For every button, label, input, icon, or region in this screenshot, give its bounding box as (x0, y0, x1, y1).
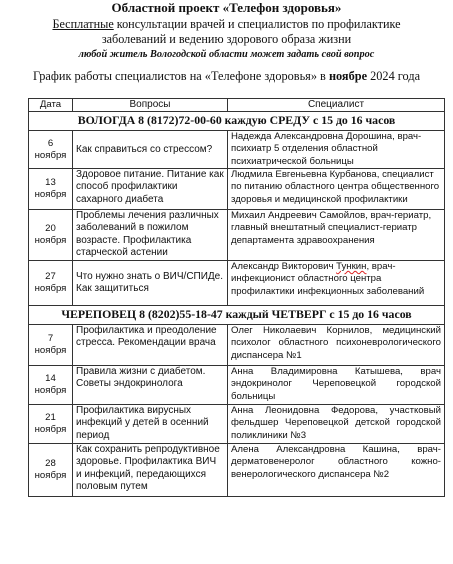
date-month: ноября (34, 283, 67, 295)
specialist-name: Александр Викторович (231, 261, 337, 273)
question-cell: Профилактика вирусных инфекций у детей в осенний период (73, 405, 228, 444)
specialist-cell: Анна Леонидовна Федорова, участковый фельдшер Череповецкой детской городской поликлиники №3 (228, 405, 445, 444)
date-month: ноября (34, 235, 67, 247)
date-number: 13 (45, 177, 56, 188)
date-number: 7 (47, 333, 54, 344)
schedule-year: 2024 года (367, 69, 421, 83)
question-cell: Здоровое питание. Питание как способ профилактики сахарного диабета (73, 169, 228, 210)
free-underlined: Бесплатные (52, 17, 114, 31)
specialist-role: , врач-инфекционист областного центра профилактики инфекционных заболеваний (231, 261, 425, 297)
date-month: ноября (34, 424, 67, 436)
resident-note: любой житель Вологодской области может задать свой вопрос (78, 49, 375, 60)
question-cell: Проблемы лечения различных заболеваний в пожилом возрасте. Профилактика старческой астении (73, 210, 228, 261)
date-cell (29, 210, 73, 261)
table-row (29, 325, 445, 366)
schedule-month: ноябре (328, 69, 368, 83)
date-number: 21 (45, 412, 56, 423)
schedule-prefix: График работы специалистов на «Телефоне здоровья» в (32, 69, 329, 83)
specialist-cell (228, 261, 445, 306)
table-row (29, 444, 445, 497)
specialist-cell: Михаил Андреевич Самойлов, врач-гериатр, главный внештатный специалист-гериатр департамента здравоохранения (228, 210, 445, 261)
date-number: 14 (45, 373, 56, 384)
specialist-cell: Анна Владимировна Катышева, врач эндокринолог Череповецкой городской больницы (228, 366, 445, 405)
table-row (29, 366, 445, 405)
city-vologda: ВОЛОГДА 8 (8172)72-00-60 каждую СРЕДУ с 15 до 16 часов (29, 112, 445, 131)
question-cell: Что нужно знать о ВИЧ/СПИДе. Как защититься (73, 261, 228, 306)
table-row (29, 210, 445, 261)
table-row (29, 169, 445, 210)
date-cell (29, 131, 73, 169)
city-row-vologda (29, 112, 445, 131)
subtitle-line-1 (0, 17, 453, 32)
date-number: 20 (45, 223, 56, 234)
page-title: Областной проект «Телефон здоровья» (111, 0, 342, 15)
city-row-cherepovets (29, 306, 445, 325)
date-number: 27 (45, 271, 56, 282)
date-month: ноября (34, 345, 67, 357)
schedule-heading (0, 69, 453, 84)
date-cell (29, 169, 73, 210)
header (0, 0, 453, 84)
date-cell (29, 366, 73, 405)
subtitle-rest: консультации врачей и специалистов по профилактике (113, 17, 401, 31)
table-header-row (29, 99, 445, 112)
date-month: ноября (34, 189, 67, 201)
schedule-table (28, 98, 445, 497)
date-number: 6 (47, 137, 54, 149)
table-row (29, 131, 445, 169)
table-row (29, 261, 445, 306)
question-cell: Как справиться со стрессом? (73, 131, 228, 169)
date-cell (29, 405, 73, 444)
specialist-cell: Надежда Александровна Дорошина, врач-психиатр 5 отделения областной психиатрической больницы (228, 131, 445, 169)
date-cell (29, 261, 73, 306)
date-month: ноября (34, 149, 67, 161)
subtitle-line-2: заболеваний и ведению здорового образа жизни (101, 32, 352, 46)
col-specialist-header: Специалист (228, 99, 445, 112)
specialist-cell: Людмила Евгеньевна Курбанова, специалист по питанию областного центра общественного здоровья и медицинской профилактики (228, 169, 445, 210)
table-row (29, 405, 445, 444)
question-cell: Правила жизни с диабетом. Советы эндокринолога (73, 366, 228, 405)
specialist-cell: Олег Николаевич Корнилов, медицинский психолог областного психоневрологического диспансера №1 (228, 325, 445, 366)
col-question-header: Вопросы (73, 99, 228, 112)
specialist-cell: Алена Александровна Кашина, врач-дерматовенеролог областного кожно-венерологического диспансера №2 (228, 444, 445, 497)
date-cell (29, 444, 73, 497)
date-cell (29, 325, 73, 366)
date-month: ноября (34, 385, 67, 397)
date-month: ноября (34, 470, 67, 482)
question-cell: Профилактика и преодоление стресса. Рекомендации врача (73, 325, 228, 366)
city-cherepovets: ЧЕРЕПОВЕЦ 8 (8202)55-18-47 каждый ЧЕТВЕРГ с 15 до 16 часов (29, 306, 445, 325)
question-cell: Как сохранить репродуктивное здоровье. Профилактика ВИЧ и инфекций, передающихся половым путем (73, 444, 228, 497)
date-number: 28 (45, 458, 56, 469)
spellcheck-word: Тункин (336, 261, 367, 273)
col-date-header: Дата (29, 99, 73, 112)
